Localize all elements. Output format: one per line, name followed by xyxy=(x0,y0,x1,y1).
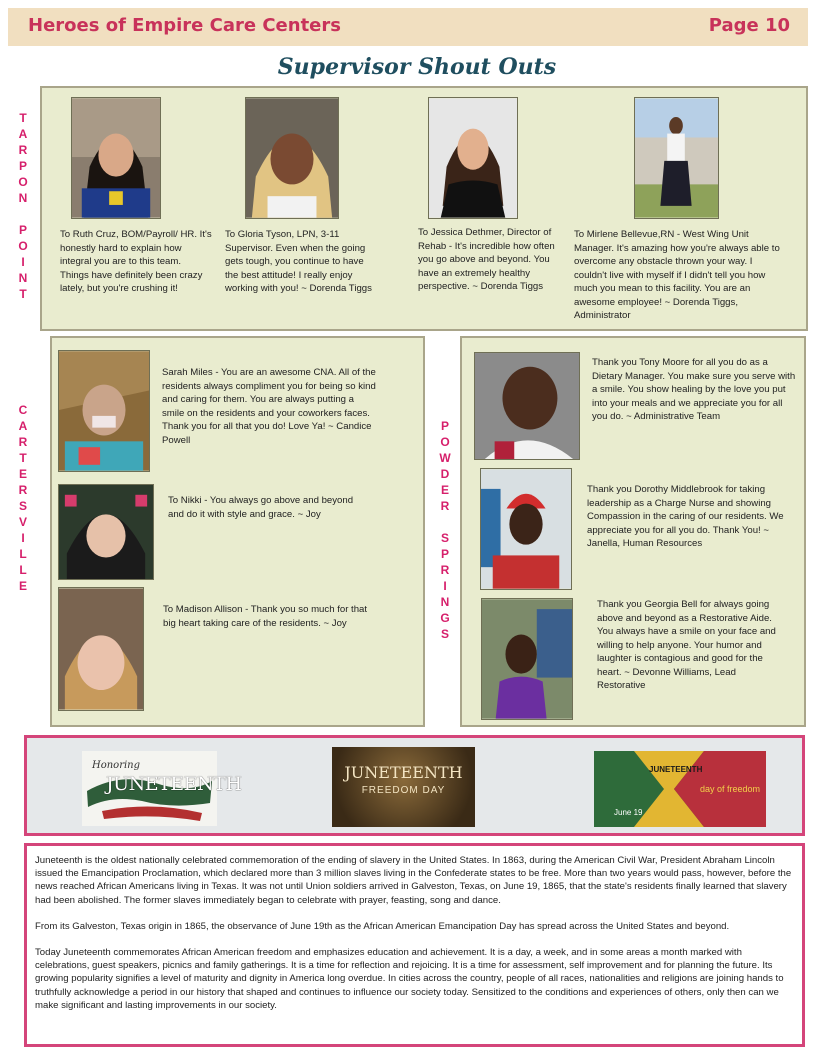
letter: R xyxy=(440,499,450,513)
staff-photo xyxy=(480,468,572,590)
letter: O xyxy=(18,175,28,189)
portrait-image xyxy=(482,599,572,719)
letter: R xyxy=(18,435,28,449)
letter: S xyxy=(440,627,449,641)
juneteenth-freedom-day-logo xyxy=(332,747,475,827)
letter: G xyxy=(440,611,450,625)
letter: P xyxy=(18,223,27,237)
juneteenth-article xyxy=(24,843,805,1047)
letter: T xyxy=(19,287,27,301)
staff-photo xyxy=(58,350,150,472)
shoutout-caption: To Gloria Tyson, LPN, 3-11 Supervisor. Even when the going gets tough, you continue to have the best attitude! I really enjoy working with you! ~ Dorenda Tiggs xyxy=(225,229,372,294)
letter: N xyxy=(18,191,28,205)
portrait-image xyxy=(481,469,571,589)
article-paragraph: Today Juneteenth commemorates African American freedom and emphasizes education and achievement. It is a day, a week, and in some areas a month marked with celebrations, guest speakers, picnics and family gatherings. It is a time for reflection and rejoicing. It is a time for assessment, self improvement and for planning the future. Its growing popularity signifies a level of maturity and dignity in America long overdue. In cities across the country, people of all races, nationalities and religions are joining hands to truthfully acknowledge a period in our history that shaped and continues to influence our society today. Sensitized to the conditions and experiences of others, only then can we make significant and lasting improvements in our society. xyxy=(35,947,784,1011)
letter: A xyxy=(18,127,28,141)
portrait-image xyxy=(59,485,153,579)
shoutout-caption: Thank you Tony Moore for all you do as a Dietary Manager. You make sure you serve with a smile. You show healing by the love you put into your meals and we appreciate you for all you do. ~ Administrative Team xyxy=(592,357,796,422)
juneteenth-day-of-freedom-logo xyxy=(594,751,766,827)
portrait-image xyxy=(429,98,517,218)
shoutout-caption: Sarah Miles - You are an awesome CNA. All of the residents always compliment you for being so kind and caring for them. You are always putting a smile on the residents and your coworkers faces. Thank you for all that you do! Love Ya! ~ Candice Powell xyxy=(162,367,376,446)
letter: V xyxy=(18,515,27,529)
letter: E xyxy=(440,483,449,497)
logo-small-text: FREEDOM DAY xyxy=(361,785,446,796)
cartersville-panel xyxy=(50,336,425,727)
shoutout-caption: To Nikki - You always go above and beyond and do it with style and grace. ~ Joy xyxy=(168,495,354,520)
portrait-image xyxy=(72,98,160,218)
staff-photo xyxy=(481,598,573,720)
tarpon-point-vertical-label xyxy=(16,110,30,302)
letter: O xyxy=(440,435,450,449)
letter xyxy=(438,514,452,530)
letter: W xyxy=(439,451,451,465)
shoutout-caption: To Madison Allison - Thank you so much for that big heart taking care of the residents. ~ Joy xyxy=(163,604,368,629)
letter: R xyxy=(440,563,450,577)
letter: A xyxy=(18,419,28,433)
logo-big-text: JUNETEENTH xyxy=(106,773,242,795)
letter: R xyxy=(18,143,28,157)
logo-date-text: June 19 xyxy=(614,808,643,817)
staff-photo xyxy=(428,97,518,219)
page-number: Page 10 xyxy=(708,15,790,36)
shoutout-caption: To Jessica Dethmer, Director of Rehab - It's incredible how often you go above and beyond. You have an extremely healthy perspective. ~ Dorenda Tiggs xyxy=(418,227,555,292)
shoutout-caption: Thank you Dorothy Middlebrook for taking leadership as a Charge Nurse and showing Compassion in the caring of our residents. We appreciate you for all you do. Thank You! ~ Janella, Human Resources xyxy=(587,484,784,549)
letter: T xyxy=(19,111,27,125)
letter: O xyxy=(18,239,28,253)
letter: S xyxy=(18,499,27,513)
letter: E xyxy=(18,467,27,481)
juneteenth-banner xyxy=(24,735,805,836)
portrait-image xyxy=(475,353,579,459)
section-title: Supervisor Shout Outs xyxy=(277,54,557,80)
shoutout-caption: To Mirlene Bellevue,RN - West Wing Unit Manager. It's amazing how you're always able to overcome any obstacle thrown your way. I couldn't live with myself if I didn't tell you how much you mean to this facility. You are an awesome employee! ~ Dorenda Tiggs, Administrator xyxy=(574,229,780,321)
cartersville-vertical-label xyxy=(16,402,30,594)
logo-title-text: JUNETEENTH xyxy=(649,765,703,774)
letter: I xyxy=(443,579,447,593)
powder-springs-vertical-label xyxy=(438,418,452,642)
portrait-image xyxy=(59,588,143,710)
staff-photo xyxy=(71,97,161,219)
logo-big-text: JUNETEENTH xyxy=(344,763,463,782)
portrait-image xyxy=(246,98,338,218)
letter: L xyxy=(19,563,27,577)
article-paragraph: From its Galveston, Texas origin in 1865, the observance of June 19th as the African American Emancipation Day has spread across the United States and beyond. xyxy=(35,920,730,932)
portrait-image xyxy=(635,98,718,218)
letter xyxy=(16,206,30,222)
staff-photo xyxy=(634,97,719,219)
letter: P xyxy=(440,547,449,561)
letter: P xyxy=(18,159,27,173)
letter: C xyxy=(18,403,28,417)
letter: D xyxy=(440,467,450,481)
letter: I xyxy=(21,531,25,545)
staff-photo xyxy=(58,484,154,580)
tarpon-point-panel xyxy=(40,86,808,331)
staff-photo xyxy=(474,352,580,460)
letter: T xyxy=(19,451,27,465)
honoring-juneteenth-logo xyxy=(82,751,242,826)
logo-tag-text: day of freedom xyxy=(700,784,761,794)
letter: N xyxy=(18,271,28,285)
portrait-image xyxy=(59,351,149,471)
letter: S xyxy=(440,531,449,545)
letter: P xyxy=(440,419,449,433)
shoutout-caption: To Ruth Cruz, BOM/Payroll/ HR. It's honestly hard to explain how integral you are to this team. Things have definitely been crazy lately, but you're crushing it! xyxy=(60,229,212,294)
powder-springs-panel xyxy=(460,336,806,727)
letter: N xyxy=(440,595,450,609)
letter: R xyxy=(18,483,28,497)
letter: I xyxy=(21,255,25,269)
staff-photo xyxy=(58,587,144,711)
article-paragraph: Juneteenth is the oldest nationally celebrated commemoration of the ending of slavery in the United States. In 1863, during the American Civil War, President Abraham Lincoln issued the Emancipation Proclamation, which declared more than 3 million slaves living in the Confederate states to be free. More than two years would pass, however, before the news reached African Americans living in Texas. It was not until Union soldiers arrived in Galveston, Texas, on June 19, 1865, that the state's residents finally learned that slavery had been abolished. The former slaves immediately began to celebrate with prayer, feasting, song and dance. xyxy=(35,855,792,906)
shoutout-caption: Thank you Georgia Bell for always going above and beyond as a Restorative Aide. You always have a smile on your face and willing to help anyone. Your humor and laughter is contagious and good for the heart. ~ Devonne Williams, Lead Restorative xyxy=(597,599,776,691)
logo-small-text: Honoring xyxy=(92,760,141,771)
letter: E xyxy=(18,579,27,593)
page-header xyxy=(8,8,808,46)
staff-photo xyxy=(245,97,339,219)
letter: L xyxy=(19,547,27,561)
newsletter-title: Heroes of Empire Care Centers xyxy=(28,15,341,36)
